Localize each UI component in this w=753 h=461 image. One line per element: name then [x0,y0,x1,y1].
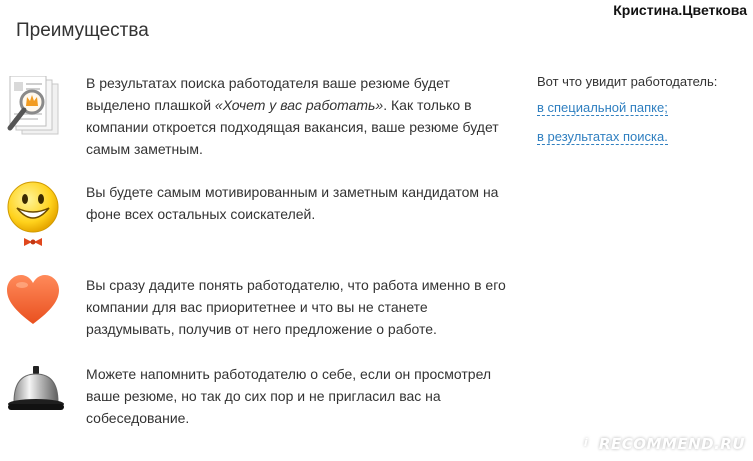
svg-text:i: i [583,436,589,449]
employer-preview-heading: Вот что увидит работодатель: [537,74,718,89]
watermark [577,433,745,455]
heart-icon [4,272,62,342]
benefit-text: В результатах поиска работодателя ваше резюме будет выделено плашкой «Хочет у вас работать». Как только в компании откроется подходящая вакансия, ваше резюме будет самым заметным. [86,75,499,157]
benefit-text: Можете напомнить работодателю о себе, если он просмотрел ваше резюме, но так до сих пор и не пригласил вас на собеседование. [86,366,492,426]
employer-preview-panel [537,73,747,157]
search-results-link[interactable]: в результатах поиска. [537,129,668,144]
recommend-logo-icon [577,433,595,455]
benefit-text: Вы будете самым мотивированным и заметным кандидатом на фоне всех остальных соискателей. [86,184,499,222]
benefit-text: Вы сразу дадите понять работодателю, что работа именно в его компании для вас приоритетнее и что вы не станете раздумывать, получив от него предложение о работе. [86,277,506,337]
service-bell-icon [4,362,62,432]
username[interactable]: Кристина.Цветкова [613,2,747,18]
special-folder-link[interactable]: в специальной папке; [537,100,668,115]
smiley-bowtie-icon [4,180,62,250]
watermark-text: RECOMMEND.RU [598,435,745,453]
page-title: Преимущества [16,20,149,41]
resume-search-icon [4,76,62,146]
